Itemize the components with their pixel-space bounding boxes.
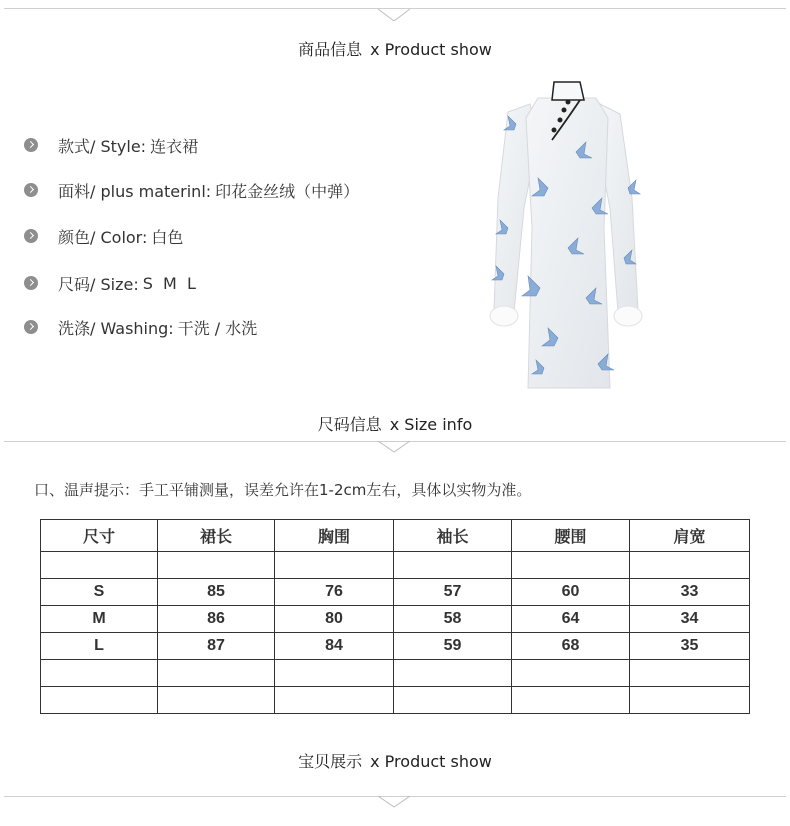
table-cell: 76 <box>275 579 394 606</box>
info-row-size <box>24 272 196 294</box>
section-title-en: x Product show <box>370 40 492 59</box>
table-cell <box>158 660 275 687</box>
table-cell <box>394 687 512 714</box>
table-cell <box>41 687 158 714</box>
table-cell: 87 <box>158 633 275 660</box>
section-title-en: x Product show <box>370 752 492 771</box>
chevron-right-icon <box>24 276 38 290</box>
table-header-cell: 袖长 <box>394 520 512 552</box>
chevron-right-icon <box>24 183 38 197</box>
product-dress-image <box>468 78 668 390</box>
info-label: 颜色/ Color: <box>58 227 148 247</box>
table-header-cell: 胸围 <box>275 520 394 552</box>
info-row-style <box>24 134 198 156</box>
table-cell: 64 <box>512 606 630 633</box>
table-row <box>41 606 750 633</box>
table-cell <box>512 552 630 579</box>
top-divider-notch <box>378 5 410 21</box>
table-cell <box>630 687 750 714</box>
info-label: 款式/ Style: <box>58 136 147 156</box>
section-title-product-show-bottom <box>0 749 790 772</box>
size-info-divider-notch <box>378 438 410 454</box>
info-label: 洗涤/ Washing: <box>58 318 174 338</box>
table-cell: M <box>41 606 158 633</box>
table-cell <box>275 660 394 687</box>
table-cell: 35 <box>630 633 750 660</box>
table-cell <box>512 687 630 714</box>
info-value: 干洗 / 水洗 <box>177 318 258 338</box>
section-title-cn: 商品信息 <box>298 40 363 59</box>
info-row-material <box>24 179 359 201</box>
table-cell: L <box>41 633 158 660</box>
table-cell <box>158 552 275 579</box>
table-row <box>41 633 750 660</box>
table-cell: 85 <box>158 579 275 606</box>
info-value: 白色 <box>151 227 184 247</box>
table-header-cell: 腰围 <box>512 520 630 552</box>
table-cell: 68 <box>512 633 630 660</box>
table-cell: 59 <box>394 633 512 660</box>
table-cell: 33 <box>630 579 750 606</box>
table-cell <box>41 660 158 687</box>
table-cell <box>394 660 512 687</box>
table-cell: 60 <box>512 579 630 606</box>
table-row-empty <box>41 660 750 687</box>
table-cell: S <box>41 579 158 606</box>
measurement-note: 口、温声提示：手工平铺测量，误差允许在1-2cm左右，具体以实物为准。 <box>34 481 532 499</box>
table-cell <box>394 552 512 579</box>
table-row-empty <box>41 552 750 579</box>
bottom-divider-notch <box>378 793 410 809</box>
table-row <box>41 579 750 606</box>
table-cell <box>275 552 394 579</box>
chevron-right-icon <box>24 320 38 334</box>
section-title-product-show <box>0 37 790 60</box>
info-value: 印花金丝绒（中弹） <box>215 181 360 201</box>
section-title-en: x Size info <box>389 415 473 434</box>
table-cell <box>41 552 158 579</box>
table-header-cell: 尺寸 <box>41 520 158 552</box>
info-value: 连衣裙 <box>150 136 199 156</box>
table-cell: 84 <box>275 633 394 660</box>
table-cell <box>275 687 394 714</box>
section-title-cn: 宝贝展示 <box>298 752 363 771</box>
table-row-empty <box>41 687 750 714</box>
table-cell <box>158 687 275 714</box>
info-label: 尺码/ Size: <box>58 274 139 294</box>
info-label: 面料/ plus materinl: <box>58 181 212 201</box>
section-title-cn: 尺码信息 <box>317 415 382 434</box>
table-header-cell: 肩宽 <box>630 520 750 552</box>
section-title-size-info <box>0 412 790 435</box>
table-cell <box>512 660 630 687</box>
table-cell <box>630 660 750 687</box>
table-cell: 80 <box>275 606 394 633</box>
table-header-cell: 裙长 <box>158 520 275 552</box>
table-header-row <box>41 520 750 552</box>
table-cell: 86 <box>158 606 275 633</box>
table-cell: 58 <box>394 606 512 633</box>
info-row-color <box>24 225 183 247</box>
table-cell: 34 <box>630 606 750 633</box>
chevron-right-icon <box>24 229 38 243</box>
chevron-right-icon <box>24 138 38 152</box>
size-table <box>40 519 750 714</box>
table-cell <box>630 552 750 579</box>
table-cell: 57 <box>394 579 512 606</box>
info-value: S M L <box>142 273 196 293</box>
info-row-washing <box>24 316 257 338</box>
